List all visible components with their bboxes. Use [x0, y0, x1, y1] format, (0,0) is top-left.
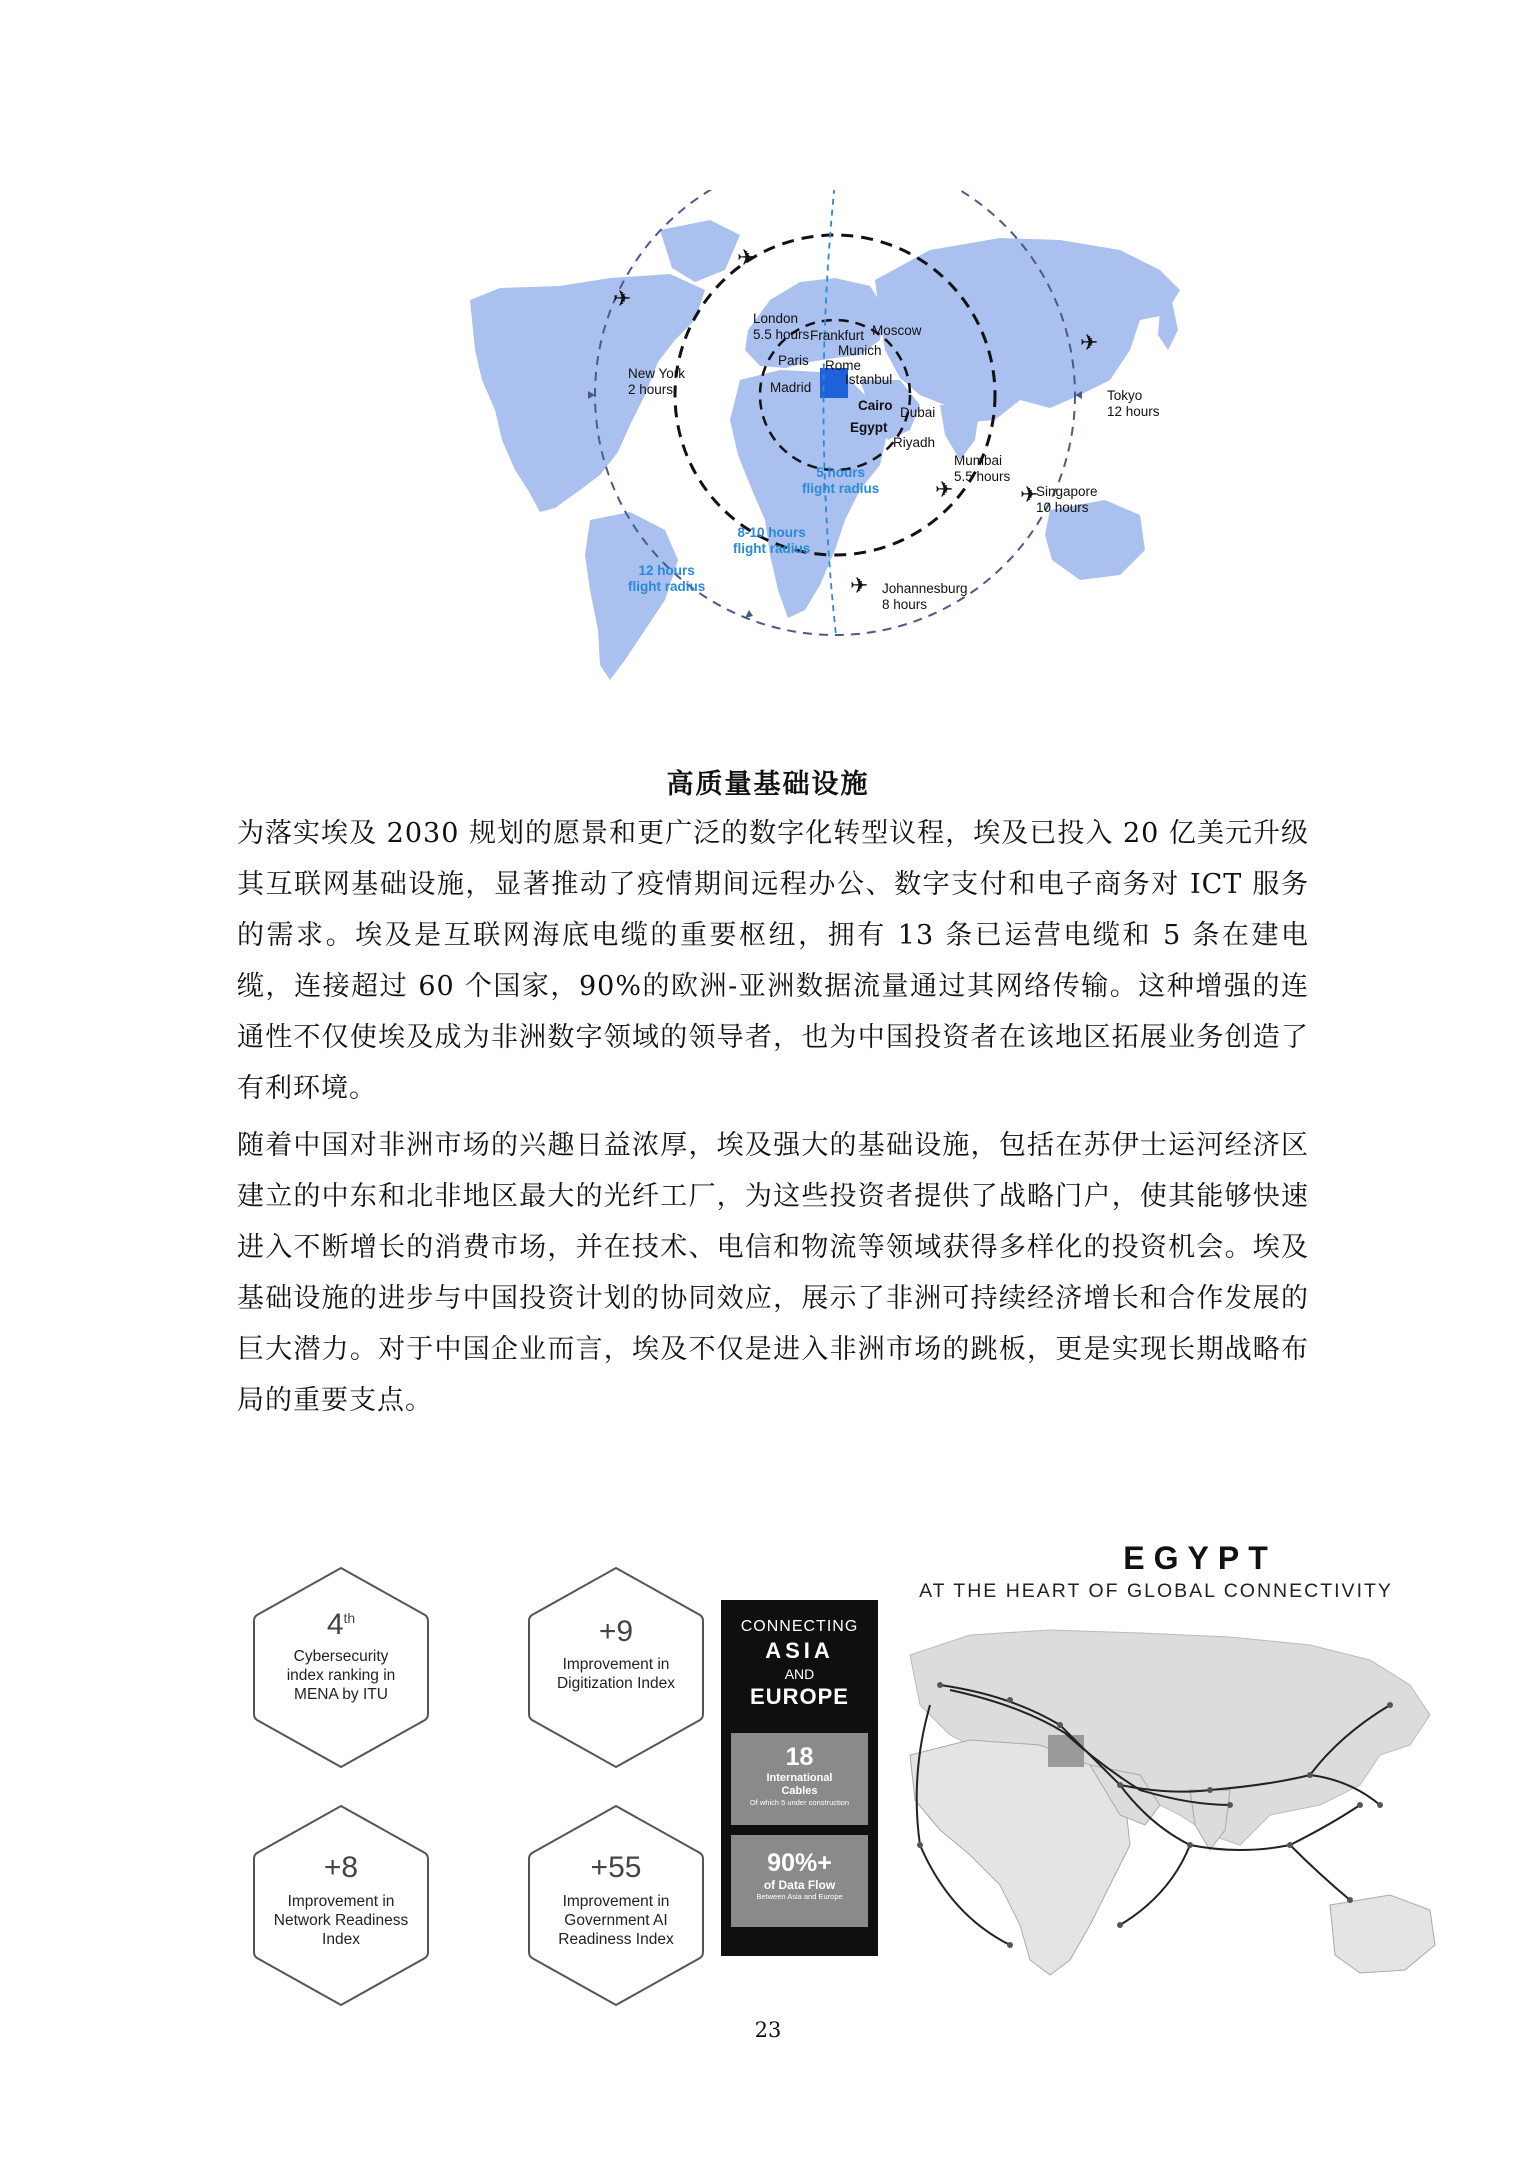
city-label-tokyo: Tokyo 12 hours [1107, 388, 1160, 419]
hex-value: +55 [590, 1851, 642, 1884]
greenland-landmass [660, 220, 740, 282]
city-label-paris: Paris [778, 353, 809, 368]
hex-caption: Improvement in Government AI Readiness Index [558, 1893, 674, 1948]
page-number: 23 [754, 2018, 782, 2042]
hex-caption: Improvement in Digitization Index [556, 1656, 676, 1692]
radius-label-8-10-hours: 8-10 hours flight radius [733, 525, 811, 556]
city-label-munich: Munich [838, 343, 882, 358]
egypt-highlight [1048, 1735, 1084, 1767]
airplane-icon: ✈ [1080, 331, 1099, 356]
country-label-egypt: Egypt [850, 420, 888, 435]
stat-hexagon-government-ai [527, 1803, 705, 2008]
stat-box-data-flow [731, 1835, 868, 1927]
outer-ring-marker [745, 610, 753, 618]
airplane-icon: ✈ [613, 287, 632, 312]
stat-hexagon-cybersecurity [252, 1565, 430, 1770]
body-paragraph: 为落实埃及 2030 规划的愿景和更广泛的数字化转型议程，埃及已投入 20 亿美元升级其互联网基础设施，显著推动了疫情期间远程办公、数字支付和电子商务对 ICT 服务的需求。埃及是互联网海底电缆的重要枢纽，拥有 13 条已运营电缆和 5 条在建电缆，连接超过 60 个国家，90%的欧洲-亚洲数据流量通过其网络传输。这种增强的连通性不仅使埃及成为非洲数字领域的领导者，也为中国投资者在该地区拓展业务创造了有利环境。 [237, 818, 1309, 1104]
infographic-subtitle: AT THE HEART OF GLOBAL CONNECTIVITY [919, 1580, 1393, 1602]
airplane-icon: ✈ [1020, 483, 1039, 508]
flight-radius-map [440, 190, 1200, 690]
city-label-new-york: New York 2 hours [628, 366, 686, 397]
australia-landmass [1330, 1895, 1435, 1973]
hex-caption: Cybersecurity index ranking in MENA by ITU [286, 1648, 396, 1703]
infographic-title: EGYPT [1123, 1540, 1277, 1576]
city-label-frankfurt: Frankfurt [810, 328, 865, 343]
section-heading: 高质量基础设施 [666, 769, 870, 800]
cable-connectivity-map [890, 1615, 1470, 1985]
city-label-dubai: Dubai [900, 405, 936, 420]
stat-label: of Data Flow [763, 1878, 836, 1892]
hex-value: 4th [326, 1608, 356, 1641]
india-landmass [940, 405, 980, 460]
city-label-mumbai: Mumbai 5.5 hours [954, 453, 1011, 484]
hex-value: +9 [598, 1615, 634, 1648]
hex-caption: Improvement in Network Readiness Index [273, 1893, 409, 1948]
city-label-london: London 5.5 hours [753, 311, 810, 342]
city-label-johannesburg: Johannesburg 8 hours [882, 581, 968, 612]
city-label-madrid: Madrid [770, 380, 812, 395]
panel-europe: EUROPE [750, 1684, 849, 1709]
panel-and: AND [784, 1666, 815, 1682]
airplane-icon: ✈ [935, 478, 954, 503]
stat-value: 18 [785, 1743, 814, 1771]
connecting-asia-europe-panel [721, 1600, 878, 1956]
world-map-graphic [440, 190, 1200, 690]
city-label-riyadh: Riyadh [893, 435, 936, 450]
south-america-landmass [585, 512, 678, 680]
hex-value: +8 [323, 1851, 359, 1884]
body-paragraph: 随着中国对非洲市场的兴趣日益浓厚，埃及强大的基础设施，包括在苏伊士运河经济区建立的中东和北非地区最大的光纤工厂，为这些投资者提供了战略门户，使其能够快速进入不断增长的消费市场，并在技术、电信和物流等领域获得多样化的投资机会。埃及基础设施的进步与中国投资计划的协同效应，展示了非洲可持续经济增长和合作发展的巨大潜力。对于中国企业而言，埃及不仅是进入非洲市场的跳板，更是实现长期战略布局的重要支点。 [237, 1130, 1309, 1416]
city-label-rome: Rome [825, 358, 862, 373]
radius-label-12-hours: 12 hours flight radius [628, 563, 706, 594]
stat-box-cables [731, 1733, 868, 1825]
city-label-singapore: Singapore 10 hours [1036, 484, 1098, 515]
city-label-istanbul: Istanbul [845, 372, 893, 387]
city-label-moscow: Moscow [872, 323, 922, 338]
radius-label-5-hours: 5 hours flight radius [802, 465, 880, 496]
city-label-cairo: Cairo [858, 398, 893, 413]
stat-value: 90%+ [767, 1849, 832, 1877]
panel-asia: ASIA [765, 1638, 834, 1663]
india-landmass [1190, 1790, 1230, 1850]
stat-label: International Cables [766, 1772, 833, 1797]
stat-note: Of which 5 under construction [749, 1798, 850, 1807]
stat-hexagon-digitization [527, 1565, 705, 1770]
cable-map-graphic [890, 1615, 1470, 1985]
airplane-icon: ✈ [850, 574, 869, 599]
stat-hexagon-network-readiness [252, 1803, 430, 2008]
stat-note: Between Asia and Europe [756, 1892, 843, 1901]
airplane-icon: ✈ [737, 246, 756, 271]
panel-connecting: CONNECTING [740, 1618, 859, 1635]
